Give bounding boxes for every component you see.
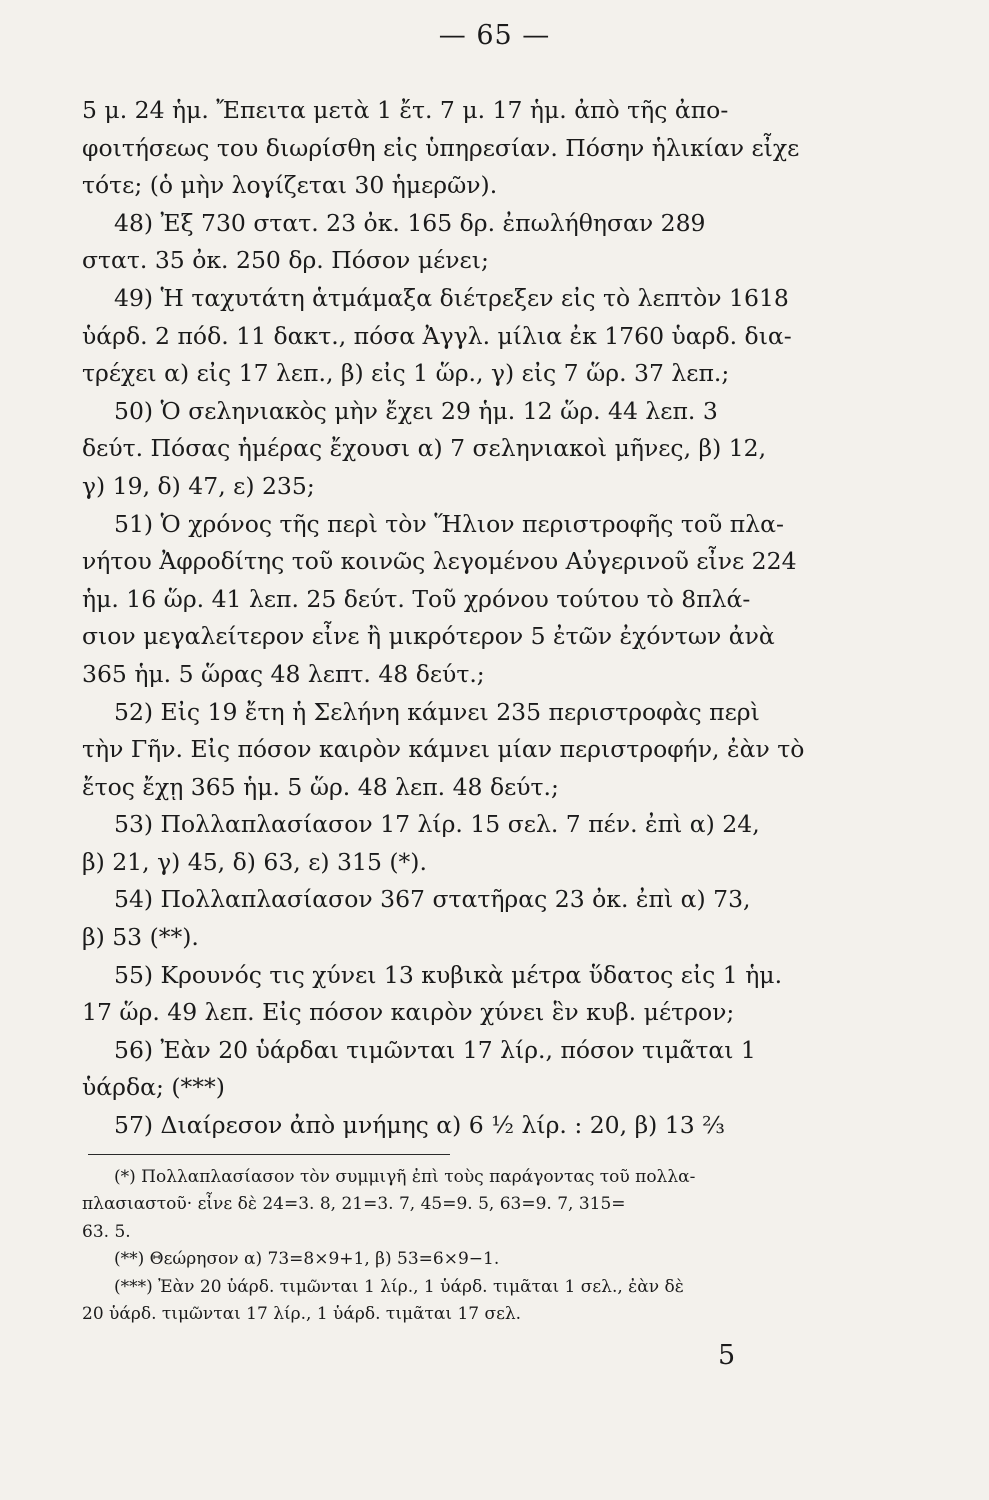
text-line: φοιτήσεως του διωρίσθη εἰς ὑπηρεσίαν. Πόσην ἡλικίαν εἶχε	[82, 133, 800, 162]
footnote-line: 63. 5.	[82, 1221, 131, 1242]
footnote-line: (*) Πολλαπλασίασον τὸν συμμιγῆ ἐπὶ τοὺς παράγοντας τοῦ πολλα-	[114, 1167, 696, 1187]
text-line: 52) Εἰς 19 ἔτη ἡ Σελήνη κάμνει 235 περιστροφὰς περὶ	[114, 697, 760, 726]
footnote-rule	[88, 1154, 450, 1155]
footnote-line: (**) Θεώρησον α) 73=8×9+1, β) 53=6×9−1.	[114, 1249, 500, 1270]
text-line: β) 53 (**).	[82, 923, 199, 952]
footnote-line: 20 ὑάρδ. τιμῶνται 17 λίρ., 1 ὑάρδ. τιμᾶται 17 σελ.	[82, 1303, 522, 1324]
footnote-line: (***) Ἐὰν 20 ὑάρδ. τιμῶνται 1 λίρ., 1 ὑάρδ. τιμᾶται 1 σελ., ἐὰν δὲ	[114, 1276, 684, 1297]
text-line: 48) Ἐξ 730 στατ. 23 ὀκ. 165 δρ. ἐπωλήθησαν 289	[114, 208, 706, 237]
text-line: 53) Πολλαπλασίασον 17 λίρ. 15 σελ. 7 πέν. ἐπὶ α) 24,	[114, 810, 760, 839]
text-line: β) 21, γ) 45, δ) 63, ε) 315 (*).	[82, 847, 427, 876]
text-line: νήτου Ἀφροδίτης τοῦ κοινῶς λεγομένου Αὐγερινοῦ εἶνε 224	[82, 547, 797, 576]
text-line: 49) Ἡ ταχυτάτη ἁτμάμαξα διέτρεξεν εἰς τὸ λεπτὸν 1618	[114, 283, 789, 312]
page-number: — 65 —	[438, 20, 551, 51]
text-line: 55) Κρουνός τις χύνει 13 κυβικὰ μέτρα ὕδατος εἰς 1 ἡμ.	[114, 960, 783, 989]
text-line: 50) Ὁ σεληνιακὸς μὴν ἔχει 29 ἡμ. 12 ὥρ. 44 λεπ. 3	[114, 396, 718, 425]
signature-mark: 5	[718, 1340, 736, 1371]
text-line: 57) Διαίρεσον ἀπὸ μνήμης α) 6 ½ λίρ. : 20, β) 13 ⅔	[114, 1111, 725, 1140]
footnote-line: πλασιαστοῦ· εἶνε δὲ 24=3. 8, 21=3. 7, 45=9. 5, 63=9. 7, 315=	[82, 1194, 626, 1215]
text-line: 56) Ἐὰν 20 ὑάρδαι τιμῶνται 17 λίρ., πόσον τιμᾶται 1	[114, 1035, 756, 1064]
text-line: 51) Ὁ χρόνος τῆς περὶ τὸν Ἥλιον περιστροφῆς τοῦ πλα-	[114, 509, 784, 538]
text-line: ἡμ. 16 ὥρ. 41 λεπ. 25 δεύτ. Τοῦ χρόνου τούτου τὸ 8πλά-	[82, 584, 751, 613]
text-line: τρέχει α) εἰς 17 λεπ., β) εἰς 1 ὥρ., γ) εἰς 7 ὥρ. 37 λεπ.;	[82, 359, 730, 388]
text-line: γ) 19, δ) 47, ε) 235;	[82, 471, 315, 500]
text-line: τότε; (ὁ μὴν λογίζεται 30 ἡμερῶν).	[82, 171, 498, 200]
text-line: 5 μ. 24 ἡμ. Ἔπειτα μετὰ 1 ἔτ. 7 μ. 17 ἡμ. ἀπὸ τῆς ἀπο-	[82, 96, 729, 124]
text-line: δεύτ. Πόσας ἡμέρας ἔχουσι α) 7 σεληνιακοὶ μῆνες, β) 12,	[82, 434, 767, 463]
text-line: 365 ἡμ. 5 ὥρας 48 λεπτ. 48 δεύτ.;	[82, 659, 485, 688]
text-line: στατ. 35 ὀκ. 250 δρ. Πόσον μένει;	[82, 246, 489, 275]
text-line: 54) Πολλαπλασίασον 367 στατῆρας 23 ὀκ. ἐπὶ α) 73,	[114, 885, 751, 914]
text-line: σιον μεγαλείτερον εἶνε ἢ μικρότερον 5 ἐτῶν ἐχόντων ἀνὰ	[82, 622, 775, 651]
exercise-text	[82, 92, 852, 1145]
text-line: ὑάρδ. 2 πόδ. 11 δακτ., πόσα Ἀγγλ. μίλια ἐκ 1760 ὑαρδ. δια-	[82, 321, 792, 350]
text-line: ὑάρδα; (***)	[82, 1073, 225, 1102]
text-line: 17 ὥρ. 49 λεπ. Εἰς πόσον καιρὸν χύνει ἓν κυβ. μέτρον;	[82, 998, 735, 1027]
text-line: τὴν Γῆν. Εἰς πόσον καιρὸν κάμνει μίαν περιστροφήν, ἐὰν τὸ	[82, 735, 805, 764]
text-line: ἔτος ἔχῃ 365 ἡμ. 5 ὥρ. 48 λεπ. 48 δεύτ.;	[82, 772, 559, 801]
footnotes	[82, 1164, 857, 1328]
